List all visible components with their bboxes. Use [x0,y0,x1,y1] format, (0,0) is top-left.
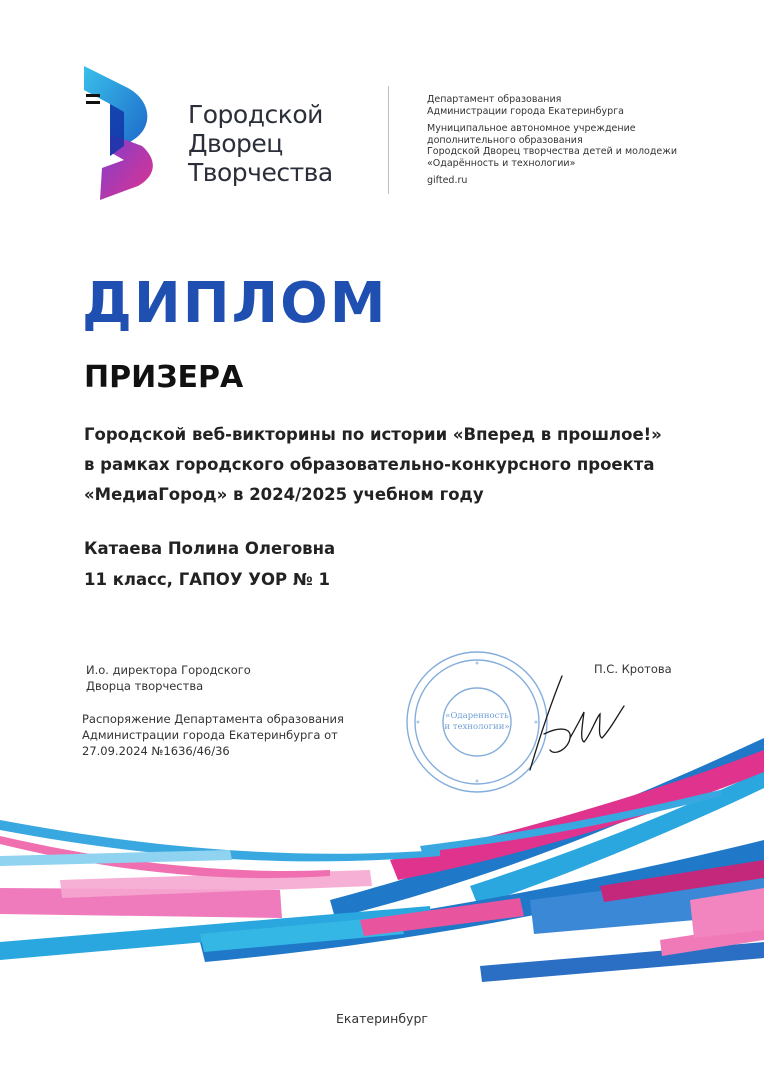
signatory-name: П.С. Кротова [594,662,672,676]
dept-line: Городской Дворец творчества детей и молодежи [427,146,677,157]
dept-line: «Одарённость и технологии» [427,157,576,169]
recipient-name: Катаева Полина Олеговна [84,539,336,558]
logo-mark-icon [80,64,160,204]
dept-line: Департамент образования [427,94,562,105]
dept-line: дополнительного образования [427,134,583,146]
organization-name [188,100,333,187]
diploma-title: ДИПЛОМ [82,271,388,336]
org-name-line: Творчества [188,158,333,187]
diploma-subtitle: ПРИЗЕРА [84,360,244,395]
order-line: Распоряжение Департамента образования [82,712,344,726]
header-divider [388,86,389,194]
order-line: 27.09.2024 №1636/46/36 [82,744,230,758]
department-info [427,94,677,187]
event-description [84,420,662,510]
decorative-stripes [0,710,764,1010]
event-line: в рамках городского образовательно-конкурсного проекта [84,455,655,474]
position-line: И.о. директора Городского [86,663,251,677]
org-name-line: Дворец [188,129,283,158]
recipient-school: 11 класс, ГАПОУ УОР № 1 [84,570,330,589]
dept-line: Муниципальное автономное учреждение [427,123,636,134]
handwritten-signature-icon [520,666,630,776]
event-line: «МедиаГород» в 2024/2025 учебном году [84,485,484,504]
event-line: Городской веб-викторины по истории «Вперед в прошлое!» [84,425,662,444]
order-line: Администрации города Екатеринбурга от [82,728,338,742]
website: gifted.ru [427,175,468,186]
stamp-text: «Одаренность [445,711,509,721]
city: Екатеринбург [336,1011,428,1026]
stamp-text: и технологии» [444,722,510,732]
org-name-line: Городской [188,100,323,129]
dept-line: Администрации города Екатеринбурга [427,105,624,117]
position-line: Дворца творчества [86,679,204,693]
recipient [84,533,335,595]
signatory-position [86,662,251,694]
